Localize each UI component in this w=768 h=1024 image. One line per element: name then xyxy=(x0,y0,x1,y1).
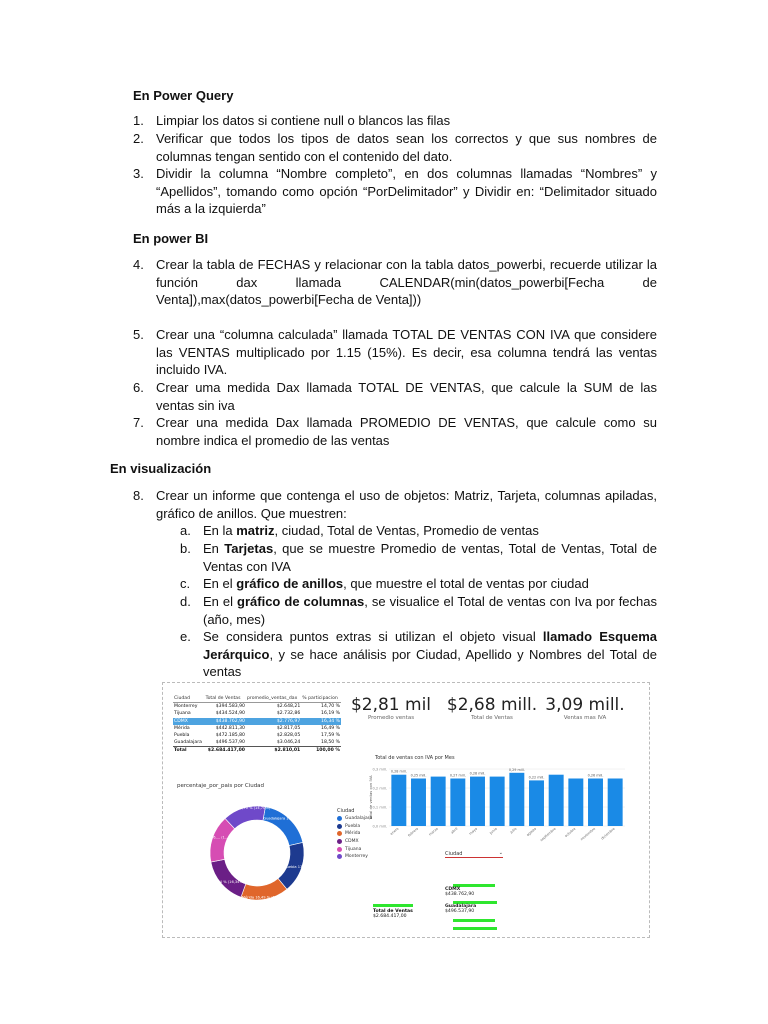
table-cell: $434.524,90 xyxy=(215,711,245,717)
item-text: Dividir la columna “Nombre completo”, en dos columnas llamadas “Nombres” y “Apellidos”, tomando como opción “PorDelimitador” y Dividir en: “Delimitador situado más a la izquierda” xyxy=(156,166,657,216)
table-cell: $2.776,97 xyxy=(246,718,301,725)
table-cell: Total xyxy=(173,747,205,755)
text-run: , y se hace análisis por Ciudad, Apellido y Nombres del Total de ventas xyxy=(203,646,657,679)
table-cell: $2.828,05 xyxy=(276,733,301,739)
list-item-4 xyxy=(133,256,657,309)
bar-data-label: 0,28 mill. xyxy=(390,769,407,774)
item-number: 1. xyxy=(133,113,144,128)
list-item-8 xyxy=(133,487,657,522)
heading-power-bi: En power BI xyxy=(133,231,209,246)
bar-data-label: 0,22 mill. xyxy=(528,775,545,780)
sub-item-letter: d. xyxy=(180,594,191,609)
y-tick-label: 0,0 mill. xyxy=(372,824,387,829)
y-tick-label: 0,2 mill. xyxy=(372,786,387,791)
bar[interactable] xyxy=(411,779,426,827)
card-value: 3,09 mill. xyxy=(545,695,625,715)
donut-data-label: Mérida 16,49 % (16,49%) xyxy=(241,895,288,900)
hierarchy-bar xyxy=(453,927,497,930)
donut-data-label: Puebla 17,... (1...) xyxy=(284,864,317,869)
text-run: En la xyxy=(203,523,237,538)
matrix-header-cell: % participacion xyxy=(301,695,341,703)
node-label: Guadalajara xyxy=(445,904,477,909)
bar-data-label: 0,26 mill. xyxy=(587,773,604,778)
table-cell: 16,34 % xyxy=(301,718,341,725)
sub-item-d xyxy=(180,593,657,628)
sub-item-a xyxy=(180,522,657,540)
matrix-header-cell: Ciudad xyxy=(173,695,205,703)
card-label: Total de Ventas xyxy=(471,715,513,721)
y-tick-label: 0,1 mill. xyxy=(372,805,387,810)
hierarchy-node-guadalajara[interactable] xyxy=(445,904,476,914)
x-tick-label: julio xyxy=(509,826,518,835)
table-cell: Tijuana xyxy=(174,711,191,717)
x-tick-label: enero xyxy=(389,826,400,837)
table-cell: $2.732,86 xyxy=(276,711,301,717)
bar-data-label: 0,28 mill. xyxy=(469,771,486,776)
card-value: $2,68 mill. xyxy=(446,695,538,715)
root-value: $2.684.417,00 xyxy=(373,914,407,919)
bold-run: matriz xyxy=(236,523,275,538)
item-number: 5. xyxy=(133,327,144,342)
table-cell: $3.046,24 xyxy=(276,740,301,746)
table-cell: Guadalajara xyxy=(174,740,202,746)
donut-title: percentaje_por_pais por Ciudad xyxy=(177,783,265,789)
node-value: $496.537,90 xyxy=(445,909,475,914)
x-tick-label: agosto xyxy=(525,826,538,838)
x-tick-label: septiembre xyxy=(539,826,557,843)
bar-chart xyxy=(163,683,649,937)
item-number: 4. xyxy=(133,257,144,272)
sub-item-b xyxy=(180,540,657,575)
card-label: Promedio ventas xyxy=(367,715,415,721)
text-run: , se visualice el Total de ventas con Iva por fechas (año, mes) xyxy=(203,594,658,627)
table-cell: $472.185,80 xyxy=(215,733,245,739)
donut-data-label: Guadalajara 18,5 % (18,5%) xyxy=(263,816,315,821)
hierarchy-bar xyxy=(453,919,495,922)
bold-run: Tarjetas xyxy=(224,541,274,556)
sub-item-letter: c. xyxy=(180,576,191,591)
bold-run: llamado Esquema Jerárquico xyxy=(203,629,657,662)
slicer-label: Ciudad xyxy=(445,851,463,857)
item-text: Limpiar los datos si contiene null o blancos las filas xyxy=(156,113,451,128)
bar-data-label: 0,25 mill. xyxy=(410,773,427,778)
table-cell: 17,59 % xyxy=(321,733,340,739)
x-tick-label: diciembre xyxy=(600,826,616,841)
text-run: En xyxy=(203,541,225,556)
bar-data-label: 0,27 mill. xyxy=(449,773,466,778)
table-cell: 16,19 % xyxy=(321,711,340,717)
bar[interactable] xyxy=(549,775,564,826)
dashboard-screenshot xyxy=(162,682,650,938)
table-cell: 16,49 % xyxy=(321,725,340,731)
bar[interactable] xyxy=(588,779,603,827)
x-tick-label: octubre xyxy=(563,826,577,839)
bar-data-label: 0,29 mill. xyxy=(508,767,525,772)
table-cell: $394.583,90 xyxy=(215,704,245,710)
legend-title: Ciudad xyxy=(337,808,355,814)
sub-item-text xyxy=(203,593,657,628)
sub-item-e xyxy=(180,628,657,681)
table-cell: $2.810,01 xyxy=(246,747,301,755)
table-cell: 18,50 % xyxy=(321,740,340,746)
sub-item-c xyxy=(180,575,657,593)
table-cell: 14,70 % xyxy=(321,704,340,710)
table-cell: CDMX xyxy=(173,718,205,725)
city-slicer[interactable] xyxy=(445,851,503,858)
x-tick-label: marzo xyxy=(428,826,439,837)
list-item-6 xyxy=(133,379,657,414)
heading-visualizacion: En visualización xyxy=(110,461,212,476)
bar[interactable] xyxy=(470,777,485,826)
sub-item-text xyxy=(203,575,657,593)
sub-item-text xyxy=(203,540,657,575)
text-run: Se considera puntos extras si utilizan el objeto visual xyxy=(203,629,543,644)
root-label: Total de Ventas xyxy=(373,909,413,914)
bar-chart-title: Total de ventas con IVA por Mes xyxy=(375,755,455,761)
bold-run: gráfico de anillos xyxy=(236,576,344,591)
item-text: Crear un informe que contenga el uso de objetos: Matriz, Tarjeta, columnas apiladas, gráfico de anillos. Que muestren: xyxy=(156,488,657,521)
hierarchy-node-cdmx[interactable] xyxy=(445,887,474,897)
donut-data-label: CDMX 16,34 % (16,34%) xyxy=(199,879,245,884)
item-text: Crear una medida Dax llamada PROMEDIO DE VENTAS, que calcule como su nombre indica el promedio de las ventas xyxy=(156,415,657,448)
text-run: En el xyxy=(203,594,238,609)
node-value: $438.762,90 xyxy=(445,892,475,897)
sub-item-letter: b. xyxy=(180,541,191,556)
table-cell: $496.537,90 xyxy=(215,740,245,746)
x-tick-label: junio xyxy=(488,826,498,836)
table-cell: $442.811,30 xyxy=(215,725,245,731)
legend-label: Puebla xyxy=(345,823,361,829)
hierarchy-root[interactable] xyxy=(373,909,413,919)
bar[interactable] xyxy=(490,777,505,826)
donut-data-label: Tijuana 16,... (1...) xyxy=(196,835,230,840)
y-axis-label: Total de ventas con IVA xyxy=(368,775,373,820)
legend-label: Mérida xyxy=(345,831,361,837)
matrix-header-cell: Total de Ventas xyxy=(205,695,246,703)
bar[interactable] xyxy=(509,773,524,826)
item-number: 7. xyxy=(133,415,144,430)
list-item-2 xyxy=(133,130,657,165)
x-tick-label: noviembre xyxy=(579,826,597,842)
bar[interactable] xyxy=(568,779,583,827)
table-cell: $2.648,21 xyxy=(276,704,301,710)
table-cell: Puebla xyxy=(174,733,190,739)
bar[interactable] xyxy=(529,780,544,826)
bar[interactable] xyxy=(391,775,406,826)
table-cell: Mérida xyxy=(174,725,190,731)
text-run: , que se muestre Promedio de ventas, Total de Ventas, Total de Ventas con IVA xyxy=(203,541,657,574)
item-number: 2. xyxy=(133,131,144,146)
sub-item-text xyxy=(203,522,657,540)
x-tick-label: abril xyxy=(450,826,459,835)
list-item-5 xyxy=(133,326,657,379)
legend-label: Monterrey xyxy=(345,854,368,860)
item-text: Crear uma medida Dax llamada TOTAL DE VENTAS, que calcule la SUM de las ventas sin iva xyxy=(156,380,657,413)
table-cell: $2.684.417,00 xyxy=(205,747,246,755)
table-cell: Monterrey xyxy=(174,704,198,710)
table-cell: $2.817,05 xyxy=(276,725,301,731)
legend-label: Guadalajara xyxy=(345,816,373,822)
legend-label: CDMX xyxy=(345,839,359,845)
x-tick-label: febrero xyxy=(407,826,420,838)
hierarchy-root-bar xyxy=(373,904,413,907)
bar[interactable] xyxy=(608,779,623,827)
list-item-1 xyxy=(133,112,657,130)
chevron-down-icon: ⌄ xyxy=(498,850,503,856)
heading-power-query: En Power Query xyxy=(133,88,234,103)
donut-data-label: Monterrey 14,70 % (14,70%) xyxy=(218,805,271,810)
table-cell: $438.762,90 xyxy=(205,718,246,725)
x-tick-label: mayo xyxy=(468,826,479,836)
y-tick-label: 0,3 mill. xyxy=(372,767,387,772)
table-cell: 100,00 % xyxy=(301,747,341,755)
item-number: 8. xyxy=(133,488,144,503)
text-run: , ciudad, Total de Ventas, Promedio de ventas xyxy=(274,523,539,538)
item-number: 6. xyxy=(133,380,144,395)
bar[interactable] xyxy=(431,777,446,826)
text-run: En el xyxy=(203,576,237,591)
card-label: Ventas mas IVA xyxy=(563,715,607,721)
item-text: Verificar que todos los tipos de datos sean los correctos y que sus nombres de columnas tengan sentido con el contenido del dato. xyxy=(156,131,657,164)
bold-run: gráfico de columnas xyxy=(237,594,365,609)
node-label: CDMX xyxy=(445,887,461,892)
card-value: $2,81 mil xyxy=(350,695,432,715)
item-text: Crear una “columna calculada” llamada TOTAL DE VENTAS CON IVA que considere las VENTAS multiplicado por 1.15 (15%). Es decir, esa columna tendrá las ventas incluido IVA. xyxy=(156,327,657,377)
item-text: Crear la tabla de FECHAS y relacionar con la tabla datos_powerbi, recuerde utilizar la función dax llamada CALENDAR(min(datos_powerbi[Fecha de Venta]),max(datos_powerbi[Fecha de Venta])) xyxy=(156,257,657,307)
text-run: , que muestre el total de ventas por ciudad xyxy=(343,576,589,591)
matrix-header-cell: promedio_ventas_dax xyxy=(246,695,301,703)
sub-item-text xyxy=(203,628,657,681)
list-item-7 xyxy=(133,414,657,449)
item-number: 3. xyxy=(133,166,144,181)
sub-item-letter: e. xyxy=(180,629,191,644)
legend-label: Tijuana xyxy=(345,846,362,852)
list-item-3 xyxy=(133,165,657,218)
bar[interactable] xyxy=(450,779,465,827)
sub-item-letter: a. xyxy=(180,523,191,538)
